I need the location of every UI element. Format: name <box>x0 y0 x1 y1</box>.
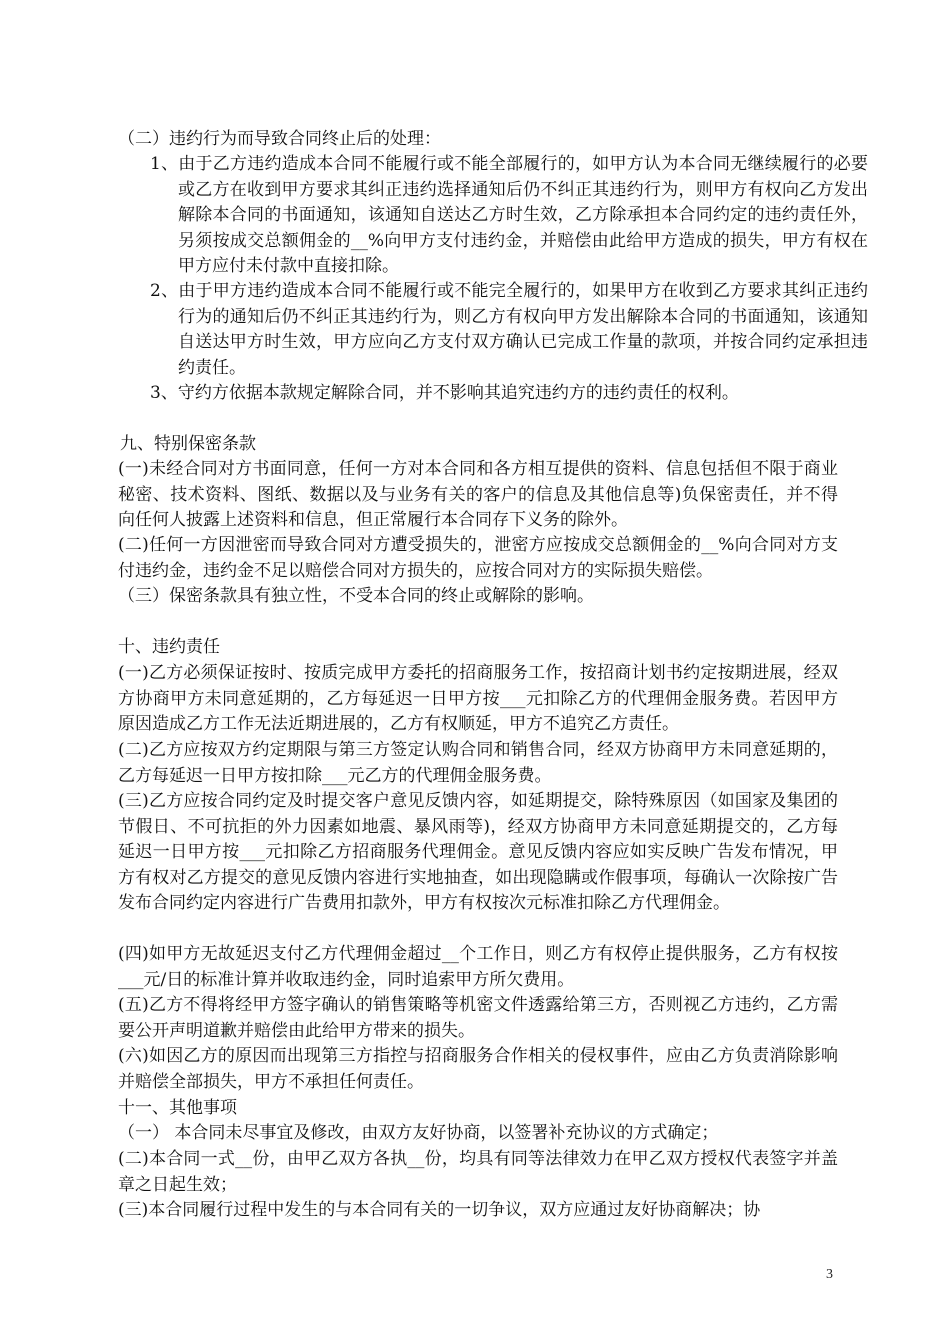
clause-9-3: （三）保密条款具有独立性，不受本合同的终止或解除的影响。 <box>118 586 594 606</box>
clause-10-2: (二)乙方应按双方约定期限与第三方签定认购合同和销售合同，经双方协商甲方未同意延期的，乙方每延迟一日甲方按扣除___元乙方的代理佣金服务费。 <box>118 740 838 786</box>
section-10-heading: 十、违约责任 <box>118 637 220 657</box>
clause-8-2: （二）违约行为而导致合同终止后的处理： <box>118 129 441 149</box>
clause-11-3: (三)本合同履行过程中发生的与本合同有关的一切争议，双方应通过友好协商解决；协 <box>118 1200 761 1220</box>
clause-9-2: (二)任何一方因泄密而导致合同对方遭受损失的，泄密方应按成交总额佣金的__%向合同对方支付违约金，违约金不足以赔偿合同对方损失的，应按合同对方的实际损失赔偿。 <box>118 535 838 581</box>
page-number: 3 <box>826 1267 833 1282</box>
clause-11-2: (二)本合同一式__份，由甲乙双方各执__份，均具有同等法律效力在甲乙双方授权代表签字并盖章之日起生效； <box>118 1149 838 1195</box>
clause-9-1: (一)未经合同对方书面同意，任何一方对本合同和各方相互提供的资料、信息包括但不限于商业秘密、技术资料、图纸、数据以及与业务有关的客户的信息及其他信息等)负保密责任，并不得向任何人披露上述资料和信息，但正常履行本合同存下义务的除外。 <box>118 459 838 530</box>
clause-8-2-2: 2、由于甲方违约造成本合同不能履行或不能完全履行的，如果甲方在收到乙方要求其纠正违约行为的通知后仍不纠正其违约行为，则乙方有权向甲方发出解除本合同的书面通知，该通知自送达甲方时生效，甲方应向乙方支付双方确认已完成工作量的款项，并按合同约定承担违约责任。 <box>150 281 868 378</box>
clause-10-6: (六)如因乙方的原因而出现第三方指控与招商服务合作相关的侵权事件，应由乙方负责消除影响并赔偿全部损失，甲方不承担任何责任。 <box>118 1046 838 1092</box>
clause-10-5: (五)乙方不得将经甲方签字确认的销售策略等机密文件透露给第三方，否则视乙方违约，乙方需要公开声明道歉并赔偿由此给甲方带来的损失。 <box>118 995 838 1041</box>
section-9-heading: 九、特别保密条款 <box>120 434 256 454</box>
clause-10-1: (一)乙方必须保证按时、按质完成甲方委托的招商服务工作，按招商计划书约定按期进展，经双方协商甲方未同意延期的，乙方每延迟一日甲方按___元扣除乙方的代理佣金服务费。若因甲方原因造成乙方工作无法近期进展的，乙方有权顺延，甲方不追究乙方责任。 <box>118 663 838 734</box>
clause-8-2-1: 1、由于乙方违约造成本合同不能履行或不能全部履行的，如甲方认为本合同无继续履行的必要或乙方在收到甲方要求其纠正违约选择通知后仍不纠正其违约行为，则甲方有权向乙方发出解除本合同的书面通知，该通知自送达乙方时生效，乙方除承担本合同约定的违约责任外，另须按成交总额佣金的__%向甲方支付违约金，并赔偿由此给甲方造成的损失，甲方有权在甲方应付未付款中直接扣除。 <box>150 154 868 276</box>
clause-11-1: （一） 本合同未尽事宜及修改，由双方友好协商，以签署补充协议的方式确定； <box>118 1123 719 1143</box>
clause-10-3: (三)乙方应按合同约定及时提交客户意见反馈内容，如延期提交，除特殊原因（如国家及集团的节假日、不可抗拒的外力因素如地震、暴风雨等)，经双方协商甲方未同意延期提交的，乙方每延迟一日甲方按___元扣除乙方招商服务代理佣金。意见反馈内容应如实反映广告发布情况，甲方有权对乙方提交的意见反馈内容进行实地抽查，如出现隐瞒或作假事项，每确认一次除按广告发布合同约定内容进行广告费用扣款外，甲方有权按次元标准扣除乙方代理佣金。 <box>118 791 838 913</box>
clause-10-4: (四)如甲方无故延迟支付乙方代理佣金超过__个工作日，则乙方有权停止提供服务，乙方有权按___元/日的标准计算并收取违约金，同时追索甲方所欠费用。 <box>118 944 838 990</box>
clause-8-2-3: 3、守约方依据本款规定解除合同，并不影响其追究违约方的违约责任的权利。 <box>150 383 739 403</box>
section-11-heading: 十一、其他事项 <box>118 1098 237 1118</box>
